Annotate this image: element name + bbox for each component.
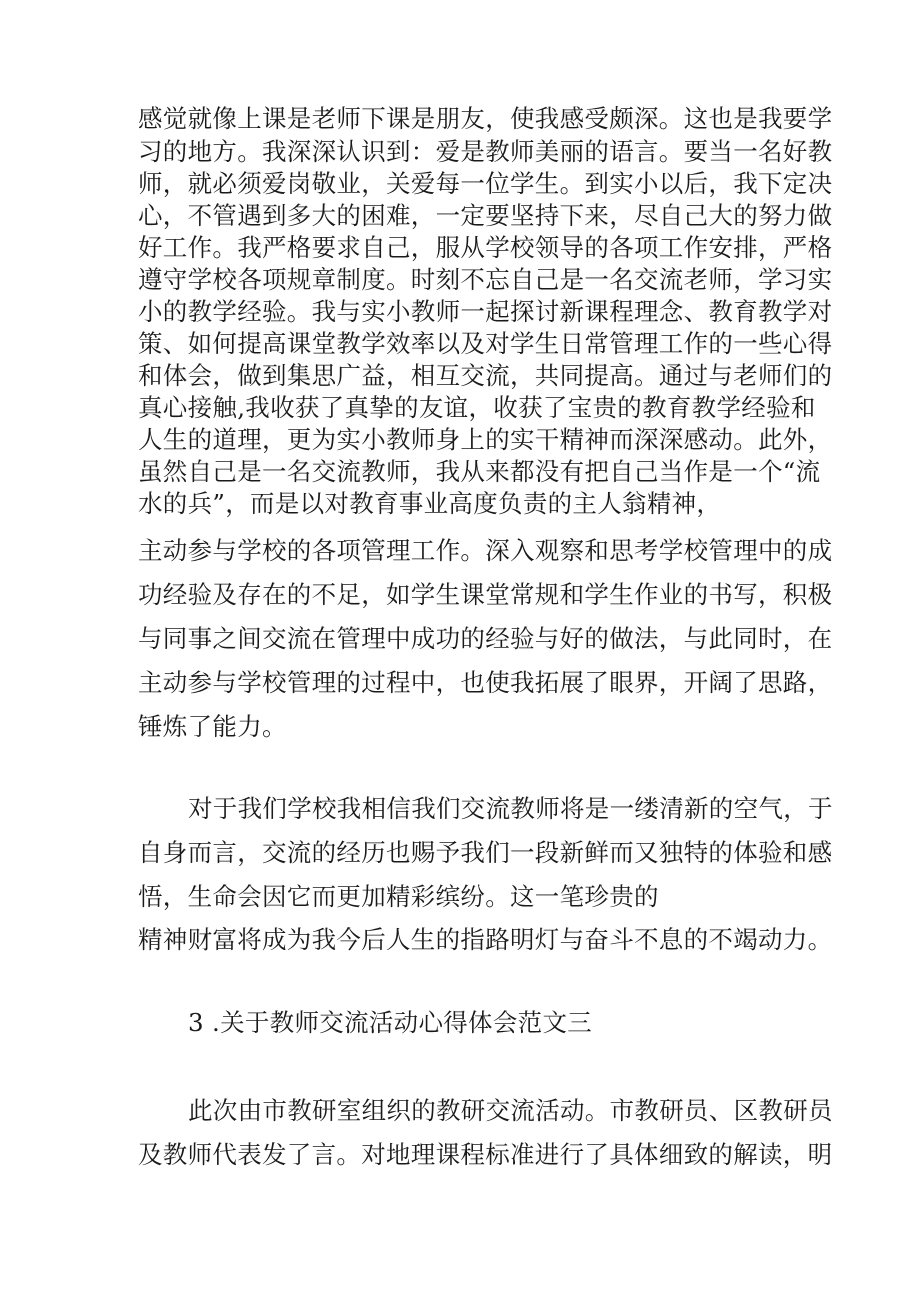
text-line: 遵守学校各项规章制度。时刻不忘自己是一名交流老师，学习实	[138, 265, 833, 294]
text-line: 师，就必须爱岗敬业，关爱每一位学生。到实小以后，我下定决	[138, 169, 833, 198]
text-line: 功经验及存在的不足，如学生课堂常规和学生作业的书写，积极	[138, 580, 833, 609]
text-line: 悟，生命会因它而更加精彩缤纷。这一笔珍贵的	[138, 882, 659, 911]
text-line: 策、如何提高课堂教学效率以及对学生日常管理工作的一些心得	[138, 329, 833, 358]
text-line: 感觉就像上课是老师下课是朋友，使我感受颇深。这也是我要学	[138, 104, 833, 133]
text-line: 虽然自己是一名交流教师，我从来都没有把自己当作是一个“流	[138, 457, 821, 486]
text-line: 此次由市教研室组织的教研交流活动。市教研员、区教研员	[188, 1096, 833, 1125]
section-heading: 3 .关于教师交流活动心得体会范文三	[188, 1008, 593, 1037]
text-line: 习的地方。我深深认识到：爱是教师美丽的语言。要当一名好教	[138, 137, 833, 166]
text-line: 锤炼了能力。	[138, 712, 287, 741]
text-line: 自身而言，交流的经历也赐予我们一段新鲜而又独特的体验和感	[138, 838, 833, 867]
text-line: 主动参与学校的各项管理工作。深入观察和思考学校管理中的成	[138, 536, 833, 565]
text-line: 和体会，做到集思广益，相互交流，共同提高。通过与老师们的	[138, 361, 833, 390]
text-line: 小的教学经验。我与实小教师一起探讨新课程理念、教育教学对	[138, 297, 833, 326]
text-line: 及教师代表发了言。对地理课程标准进行了具体细致的解读，明	[138, 1140, 833, 1169]
text-line: 水的兵”，而是以对教育事业高度负责的主人翁精神，	[138, 489, 722, 518]
text-line: 好工作。我严格要求自己，服从学校领导的各项工作安排，严格	[138, 233, 833, 262]
text-line: 主动参与学校管理的过程中，也使我拓展了眼界，开阔了思路，	[138, 668, 833, 697]
text-line: 与同事之间交流在管理中成功的经验与好的做法，与此同时，在	[138, 624, 833, 653]
text-line: 真心接触,我收获了真挚的友谊，收获了宝贵的教育教学经验和	[138, 393, 816, 422]
text-line: 对于我们学校我相信我们交流教师将是一缕清新的空气，于	[188, 794, 833, 823]
text-line: 人生的道理，更为实小教师身上的实干精神而深深感动。此外，	[138, 425, 833, 454]
text-line: 心，不管遇到多大的困难，一定要坚持下来，尽自己大的努力做	[138, 201, 833, 230]
text-line: 精神财富将成为我今后人生的指路明灯与奋斗不息的不竭动力。	[138, 925, 833, 954]
